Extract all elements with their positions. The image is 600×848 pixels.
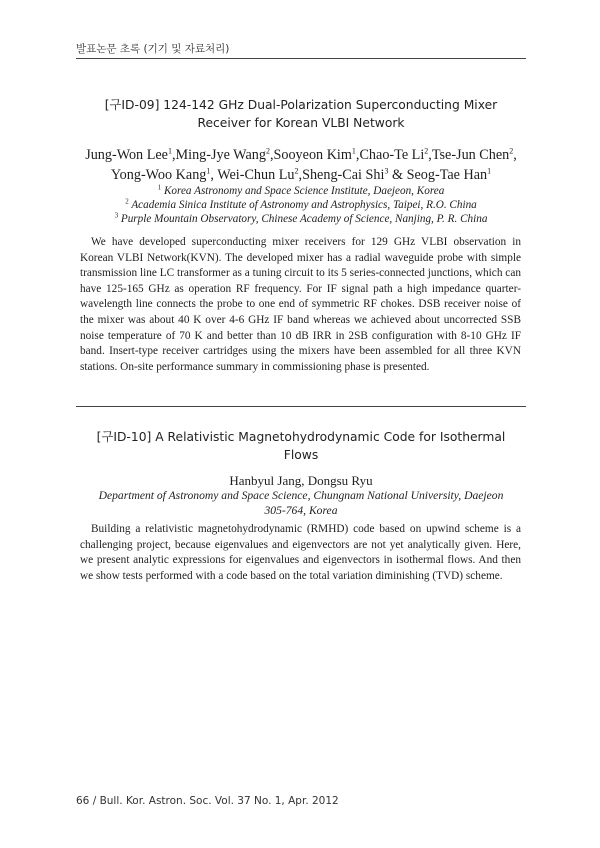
running-header: 발표논문 초록 (기기 및 자료처리) [76,43,230,55]
author-name: Seog-Tae Han [406,167,488,183]
author-sup: 1 [167,146,172,156]
paper-1-abstract-text: We have developed superconducting mixer receivers for 129 GHz VLBI observation in Korean VLBI Network(KVN). The developed mixer has a radial waveguide probe with simple transmission line LC transformer as a tuning circuit to its 5 series-connected junctions, which can have 125-165 GHz as operation RF frequency. For IF signal path a high impedance quarter-wavelength line connects the probe to one end of symmetric RF chokes. DSB receiver noise of the mixer was about 40 K over 4-6 GHz IF band whereas we achieved about uncorrected SSB noise temperature of 70 K and better than 10 dB IRR in 2SB configuration with 8-10 GHz IF band. Insert-type receiver cartridges using the mixers have been assembled for all three KVN stations. On-site performance summary in commissioning phase is presented. [80,236,521,373]
author-sep: , [513,147,517,163]
paper-2-authors: Hanbyul Jang, Dongsu Ryu [229,473,373,488]
paper-1-title-line2: Receiver for Korean VLBI Network [197,116,405,130]
author-sup: 1 [487,166,492,176]
paper-2-abstract [80,522,521,584]
author-name: Sheng-Cai Shi [302,167,385,183]
author-sup: 2 [294,166,299,176]
paper-1-authors-line1 [76,145,526,165]
paper-2-affiliation-line2: 305-764, Korea [264,503,338,517]
author-name: Jung-Won Lee [85,147,168,163]
author-name: Ming-Jye Wang [175,147,266,163]
paper-1-affiliations [76,184,526,226]
author-sup: 1 [206,166,211,176]
author-sep: , [171,147,176,163]
affiliation-sup: 2 [125,197,129,206]
paper-1-authors [76,145,526,185]
author-sep: , [269,147,274,163]
affiliation-3 [76,212,526,226]
author-sep: , [298,167,303,183]
author-sup: 2 [265,146,270,156]
section-divider [76,406,526,407]
affiliation-sup: 3 [114,211,119,220]
paper-2-title-line1: [구ID-10] A Relativistic Magnetohydrodynamic Code for Isothermal [96,430,506,444]
paper-2-affiliation-line1: Department of Astronomy and Space Science, Chungnam National University, Daejeon [98,489,504,502]
author-name: Tse-Jun Chen [431,147,510,163]
author-name: Sooyeon Kim [273,147,352,163]
author-sep: , [210,167,218,183]
author-name: Chao-Te Li [359,147,425,163]
affiliation-text: Korea Astronomy and Space Science Institute, Daejeon, Korea [163,185,445,197]
paper-1-title-line1: [구ID-09] 124-142 GHz Dual-Polarization Superconducting Mixer [104,98,498,112]
paper-2-abstract-text: Building a relativistic magnetohydrodynamic (RMHD) code based on upwind scheme is a challenging project, because eigenvalues and eigenvectors are not yet analytically given. Here, we present analytic expressions for eigenvalues and eigenvectors in isothermal flows. And then we show tests performed with a code based on the total variation diminishing (TVD) scheme. [80,523,521,582]
paper-1-title [76,96,526,132]
author-sup: 2 [424,146,429,156]
affiliation-sup: 1 [157,183,162,192]
affiliation-text: Academia Sinica Institute of Astronomy and Astrophysics, Taipei, R.O. China [131,199,477,211]
affiliation-text: Purple Mountain Observatory, Chinese Academy of Science, Nanjing, P. R. China [120,213,488,225]
author-sup: 1 [351,146,356,156]
header-rule [76,58,526,59]
page-footer: 66 / Bull. Kor. Astron. Soc. Vol. 37 No. 1, Apr. 2012 [76,795,339,807]
author-sup: 2 [509,146,514,156]
paper-1-authors-line2 [76,165,526,185]
author-sup: 3 [384,166,389,176]
paper-2-title [76,428,526,464]
author-sep: , [355,147,360,163]
author-name: Wei-Chun Lu [217,167,295,183]
affiliation-2 [76,198,526,212]
paper-2-affiliation [76,489,526,518]
author-name: Yong-Woo Kang [110,167,207,183]
paper-2-title-line2: Flows [283,448,319,462]
paper-1-abstract [80,235,521,375]
affiliation-1 [76,184,526,198]
author-sep: , [428,147,432,163]
author-sep: & [388,167,407,183]
